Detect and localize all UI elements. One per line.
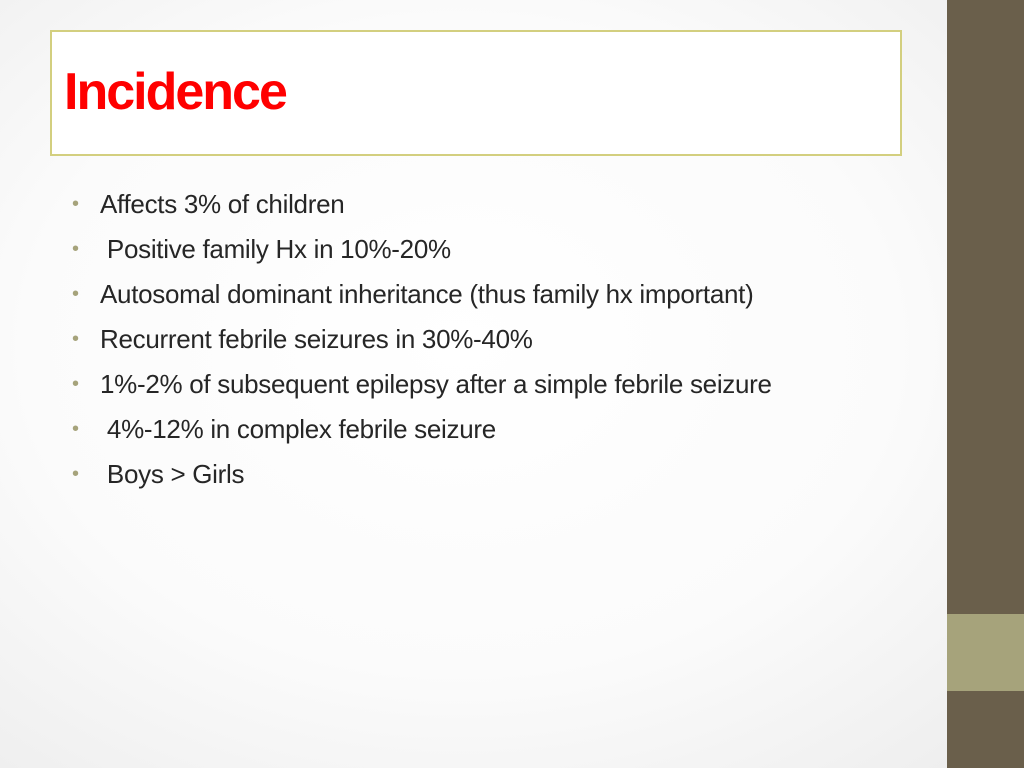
bullet-text: Positive family Hx in 10%-20% <box>100 234 451 264</box>
bullet-dot-icon: • <box>72 418 80 440</box>
bullet-text: 1%-2% of subsequent epilepsy after a simple febrile seizure <box>100 369 772 399</box>
bullet-text: Autosomal dominant inheritance (thus family hx important) <box>100 279 754 309</box>
bullet-dot-icon: • <box>72 463 80 485</box>
side-bar-accent-block <box>947 614 1024 691</box>
slide-title: Incidence <box>64 63 286 121</box>
bullet-text: Recurrent febrile seizures in 30%-40% <box>100 324 533 354</box>
bullet-dot-icon: • <box>72 328 80 350</box>
bullet-dot-icon: • <box>72 373 80 395</box>
bullet-dot-icon: • <box>72 238 80 260</box>
bullet-text: Boys > Girls <box>100 459 245 489</box>
title-placeholder[interactable] <box>50 30 902 156</box>
bullet-text: 4%-12% in complex febrile seizure <box>100 414 496 444</box>
bullet-dot-icon: • <box>72 193 80 215</box>
bullet-dot-icon: • <box>72 283 80 305</box>
bullet-text: Affects 3% of children <box>100 189 345 219</box>
